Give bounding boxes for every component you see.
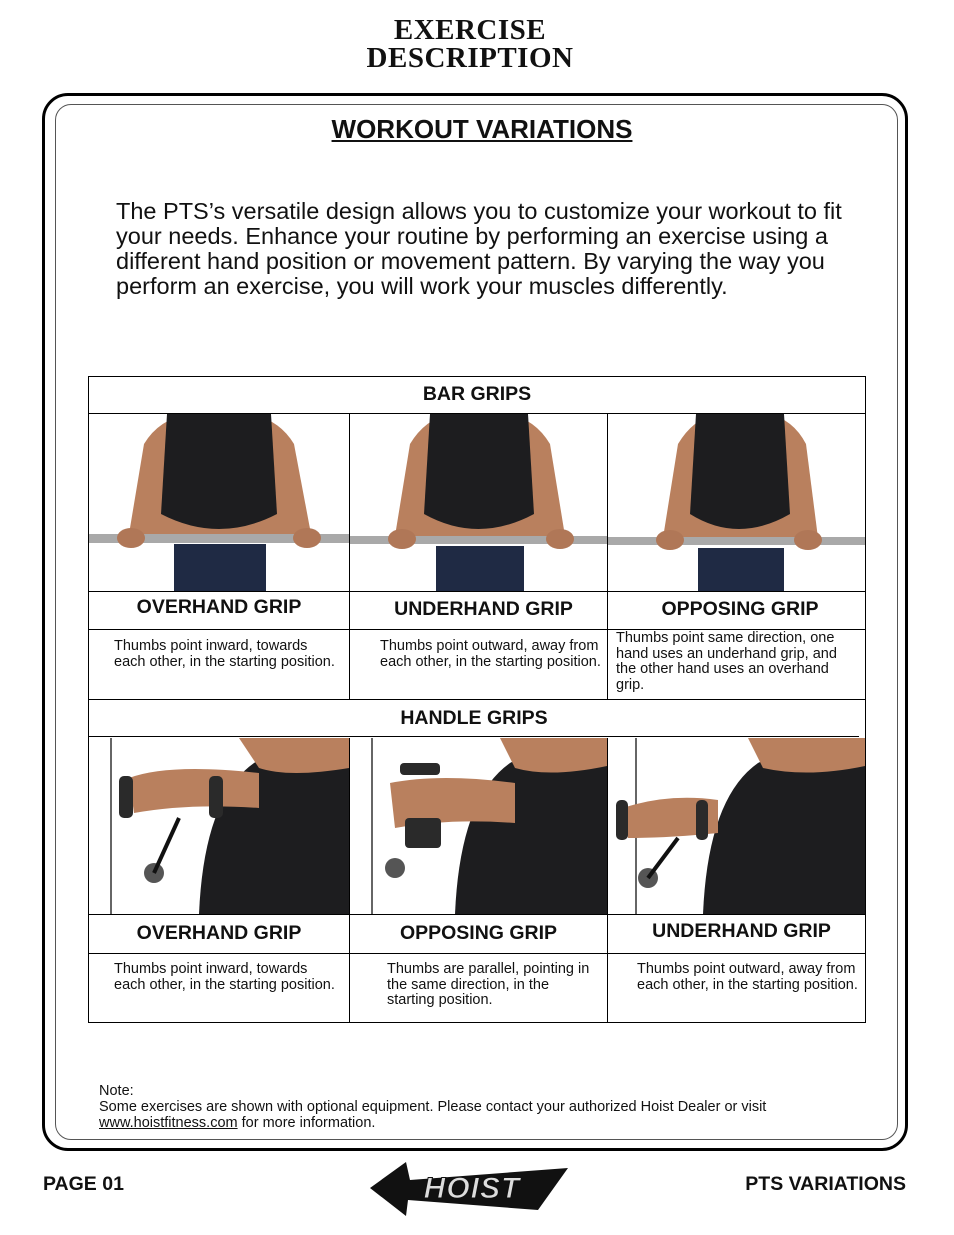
bar-overhand-label: OVERHAND GRIP [136, 596, 302, 618]
column-divider [349, 414, 350, 700]
document-title-line1: EXERCISE [393, 14, 547, 46]
divider [89, 914, 865, 915]
bar-opposing-photo [608, 414, 865, 591]
section-title: WORKOUT VARIATIONS [331, 114, 633, 144]
document-title-line2: DESCRIPTION [366, 42, 574, 74]
handle-overhand-desc: Thumbs point inward, towards each other, in the starting position. [114, 961, 335, 993]
grip-table [88, 376, 866, 1023]
note-body [99, 1099, 859, 1131]
note-heading: Note: [99, 1083, 134, 1099]
divider [89, 591, 865, 592]
bar-opposing-desc: Thumbs point same direction, one hand uses an underhand grip, and the other hand uses an overhand grip. [616, 630, 837, 693]
column-divider [607, 738, 608, 1023]
note-text: Some exercises are shown with optional equipment. Please contact your authorized Hoist Dealer or visit [99, 1099, 767, 1115]
handle-overhand-label: OVERHAND GRIP [136, 922, 302, 944]
handle-underhand-label: UNDERHAND GRIP [652, 920, 831, 942]
bar-opposing-label: OPPOSING GRIP [661, 598, 819, 620]
divider [89, 953, 865, 954]
note [99, 1083, 859, 1131]
section-name: PTS VARIATIONS [745, 1173, 906, 1195]
bar-overhand-desc: Thumbs point inward, towards each other, in the starting position. [114, 638, 335, 670]
column-divider [349, 738, 350, 1023]
handle-underhand-desc: Thumbs point outward, away from each other, in the starting position. [637, 961, 858, 993]
handle-opposing-label: OPPOSING GRIP [399, 922, 558, 944]
bar-overhand-photo [89, 414, 349, 591]
bar-underhand-desc: Thumbs point outward, away from each other, in the starting position. [380, 638, 601, 670]
handle-overhand-photo [89, 738, 349, 914]
bar-underhand-label: UNDERHAND GRIP [394, 598, 573, 620]
bar-underhand-photo [350, 414, 607, 591]
hoist-logo [368, 1160, 574, 1218]
handle-opposing-photo [350, 738, 607, 914]
column-divider [607, 414, 608, 700]
intro-paragraph: The PTS’s versatile design allows you to customize your workout to fit your needs. Enhance your routine by performing an exercise using a different hand position or movement pattern. By varying the way you perform an exercise, you will work your muscles differently. [116, 198, 842, 299]
dealer-website-link[interactable]: www.hoistfitness.com [99, 1115, 238, 1131]
page-number: PAGE 01 [43, 1173, 124, 1195]
handle-grips-header: HANDLE GRIPS [89, 700, 859, 737]
handle-opposing-desc: Thumbs are parallel, pointing in the same direction, in the starting position. [387, 961, 590, 1008]
bar-grips-header: BAR GRIPS [89, 377, 865, 414]
note-tail: for more information. [241, 1115, 376, 1131]
handle-underhand-photo [608, 738, 865, 914]
logo-text: HOIST [423, 1172, 521, 1205]
document-title [0, 16, 940, 72]
